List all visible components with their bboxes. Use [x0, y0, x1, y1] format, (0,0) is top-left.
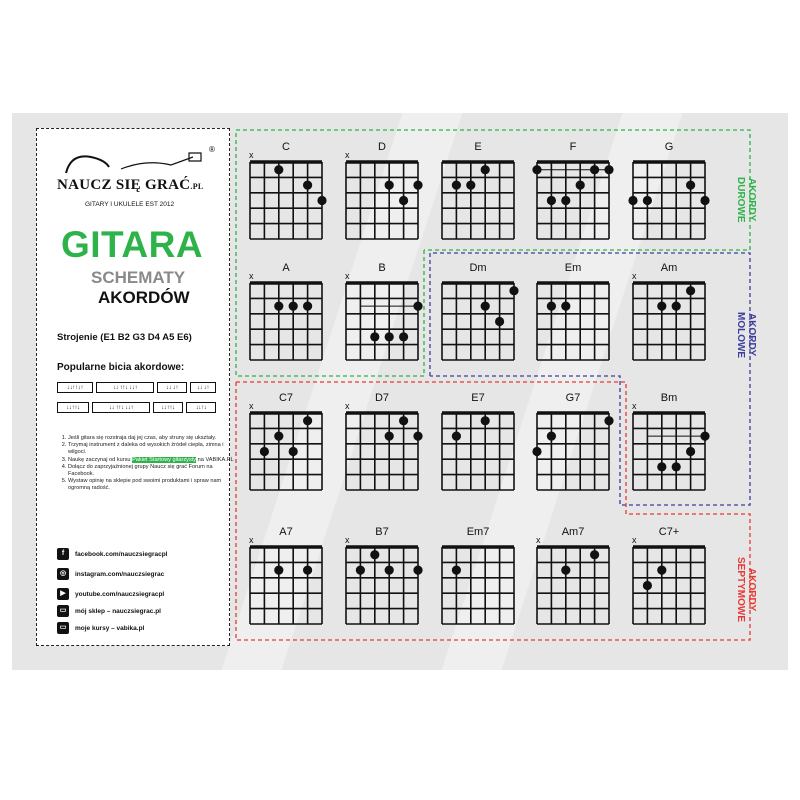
finger-dot: [657, 566, 666, 575]
finger-dot: [452, 432, 461, 441]
finger-dot: [590, 165, 599, 174]
chord-name: Bm: [660, 392, 678, 404]
finger-dot: [672, 462, 681, 471]
title-gitara: GITARA: [61, 224, 204, 265]
finger-dot: [274, 302, 283, 311]
strum-pattern: ↓↓ ↓↑: [190, 382, 216, 393]
finger-dot: [303, 416, 312, 425]
title-schematy: SCHEMATY: [91, 268, 186, 287]
finger-dot: [385, 332, 394, 341]
finger-dot: [561, 302, 570, 311]
chord-name: C: [282, 141, 290, 153]
chord-diagram: [627, 407, 711, 496]
chord-diagram: [627, 541, 711, 630]
chord-name: E7: [471, 392, 485, 404]
strum-pattern: ↓↓ ↓↑: [157, 382, 187, 393]
finger-dot: [657, 462, 666, 471]
finger-dot: [547, 196, 556, 205]
social-label: facebook.com/nauczsiegracpl: [75, 550, 168, 558]
chord-name: B7: [375, 526, 389, 538]
chord-diagram: [244, 541, 328, 630]
chord-name: G7: [565, 392, 581, 404]
chord-diagram: [627, 156, 711, 245]
chord-name: D7: [374, 392, 390, 404]
muted-string-mark: x: [632, 535, 637, 545]
chord-diagram: [531, 156, 615, 245]
finger-dot: [452, 566, 461, 575]
chord-name: Am: [660, 262, 678, 274]
finger-dot: [672, 302, 681, 311]
chord-diagram: [627, 277, 711, 366]
muted-string-mark: x: [249, 271, 254, 281]
chord-name: F: [569, 141, 577, 153]
chord-diagram: [436, 541, 520, 630]
finger-dot: [413, 566, 422, 575]
chord-name: Am7: [561, 526, 585, 538]
facebook-icon: f: [57, 548, 69, 560]
tuning-text: Strojenie (E1 B2 G3 D4 A5 E6): [57, 332, 192, 343]
chord-diagram: [340, 541, 424, 630]
muted-string-mark: x: [345, 150, 350, 160]
finger-dot: [317, 196, 326, 205]
muted-string-mark: x: [345, 401, 350, 411]
finger-dot: [561, 196, 570, 205]
chord-diagram: [340, 407, 424, 496]
muted-string-mark: x: [249, 150, 254, 160]
finger-dot: [590, 550, 599, 559]
muted-string-mark: x: [249, 401, 254, 411]
chord-name: D: [378, 141, 386, 153]
instagram-icon: ◎: [57, 568, 69, 580]
logo-subtitle: GITARY I UKULELE EST 2012: [85, 201, 175, 208]
chord-diagram: [436, 156, 520, 245]
finger-dot: [481, 302, 490, 311]
chord-diagram: [436, 277, 520, 366]
finger-dot: [413, 432, 422, 441]
chord-name: A7: [279, 526, 293, 538]
logo-suffix: .PL: [190, 182, 204, 191]
finger-dot: [700, 196, 709, 205]
social-label: mój sklep – nauczsiegrac.pl: [75, 607, 161, 615]
label-seventh-chords: AKORDY SEPTYMOWE: [735, 557, 757, 623]
chord-name: B: [378, 262, 386, 274]
finger-dot: [466, 181, 475, 190]
finger-dot: [370, 550, 379, 559]
logo-name: NAUCZ SIĘ GRAĆ: [57, 177, 191, 193]
courses-icon: ▭: [57, 622, 69, 634]
chord-name: Dm: [469, 262, 487, 274]
note-item: 1. Jeśli gitara się rozstraja daj jej czas, aby struny się ukształy.: [68, 435, 236, 442]
strumming-title: Popularne bicia akordowe:: [57, 362, 185, 373]
strum-pattern: ↓↓↑↑↓: [153, 402, 183, 413]
finger-dot: [547, 302, 556, 311]
finger-dot: [399, 332, 408, 341]
chord-diagram: [531, 277, 615, 366]
muted-string-mark: x: [249, 535, 254, 545]
finger-dot: [481, 416, 490, 425]
finger-dot: [700, 432, 709, 441]
finger-dot: [532, 447, 541, 456]
strum-pattern: ↓↓ ↑↑↓ ↓↓↑: [92, 402, 150, 413]
finger-dot: [561, 566, 570, 575]
finger-dot: [413, 302, 422, 311]
finger-dot: [289, 302, 298, 311]
finger-dot: [260, 447, 269, 456]
chord-name: C7+: [658, 526, 680, 538]
label-major-chords: AKORDY DUROWE: [735, 177, 757, 223]
finger-dot: [481, 165, 490, 174]
finger-dot: [399, 196, 408, 205]
finger-dot: [576, 181, 585, 190]
social-label: youtube.com/nauczsiegracpl: [75, 590, 165, 598]
strum-pattern: ↓↓↑↑↓↑: [57, 382, 93, 393]
finger-dot: [532, 165, 541, 174]
chord-diagram: [244, 156, 328, 245]
note-item: 4. Dołącz do zaprzyjaźnionej grupy Naucz się grać Forum na Facebook.: [68, 464, 236, 478]
muted-string-mark: x: [345, 535, 350, 545]
finger-dot: [509, 286, 518, 295]
chord-name: G: [664, 141, 674, 153]
finger-dot: [686, 286, 695, 295]
social-label: moje kursy – vabika.pl: [75, 624, 145, 632]
note-item: 5. Wystaw opinię na sklepie pod swoimi produktami i spraw nam ogromną radość.: [68, 478, 236, 492]
strum-pattern: ↓↓ ↑↑↓ ↓↓↑: [96, 382, 154, 393]
muted-string-mark: x: [536, 535, 541, 545]
chord-diagram: [340, 156, 424, 245]
social-label: instagram.com/nauczsiegrac: [75, 570, 165, 578]
finger-dot: [274, 165, 283, 174]
chord-diagram: [436, 407, 520, 496]
finger-dot: [385, 566, 394, 575]
finger-dot: [686, 181, 695, 190]
title-akordow: AKORDÓW: [98, 288, 190, 307]
note-text: Naukę zaczynaj od kursu: [68, 456, 131, 463]
chord-diagram: [244, 277, 328, 366]
finger-dot: [657, 302, 666, 311]
finger-dot: [686, 447, 695, 456]
finger-dot: [370, 332, 379, 341]
chord-diagram: [244, 407, 328, 496]
finger-dot: [385, 432, 394, 441]
finger-dot: [413, 181, 422, 190]
registered-mark: ®: [209, 145, 215, 154]
muted-string-mark: x: [632, 271, 637, 281]
chord-diagram: [340, 277, 424, 366]
chord-name: C7: [278, 392, 294, 404]
finger-dot: [628, 196, 637, 205]
finger-dot: [385, 181, 394, 190]
strum-pattern: ↓↓↑↓: [186, 402, 216, 413]
chord-name: E: [474, 141, 482, 153]
finger-dot: [303, 181, 312, 190]
finger-dot: [274, 432, 283, 441]
chord-diagram: [531, 541, 615, 630]
finger-dot: [604, 165, 613, 174]
finger-dot: [303, 566, 312, 575]
strum-pattern: ↓↓↑↑↓: [57, 402, 89, 413]
finger-dot: [356, 566, 365, 575]
chord-name: Em7: [466, 526, 490, 538]
note-text: na VABIKA.PL: [197, 456, 234, 463]
note-item: 2. Trzymaj instrument z daleka od wysokich źródeł ciepła, zimna i wilgoci.: [68, 442, 236, 456]
chord-diagram: [531, 407, 615, 496]
shop-icon: ▭: [57, 605, 69, 617]
muted-string-mark: x: [345, 271, 350, 281]
muted-string-mark: x: [632, 401, 637, 411]
chord-name: A: [282, 262, 290, 274]
finger-dot: [604, 416, 613, 425]
finger-dot: [643, 196, 652, 205]
finger-dot: [274, 566, 283, 575]
finger-dot: [452, 181, 461, 190]
finger-dot: [399, 416, 408, 425]
finger-dot: [289, 447, 298, 456]
finger-dot: [495, 317, 504, 326]
finger-dot: [643, 581, 652, 590]
finger-dot: [303, 302, 312, 311]
finger-dot: [547, 432, 556, 441]
chord-name: Em: [564, 262, 582, 274]
course-highlight: Pakiet Startowy gitarzysty: [132, 456, 197, 463]
label-minor-chords: AKORDY MOLOWE: [735, 311, 757, 359]
youtube-icon: ▶: [57, 588, 69, 600]
